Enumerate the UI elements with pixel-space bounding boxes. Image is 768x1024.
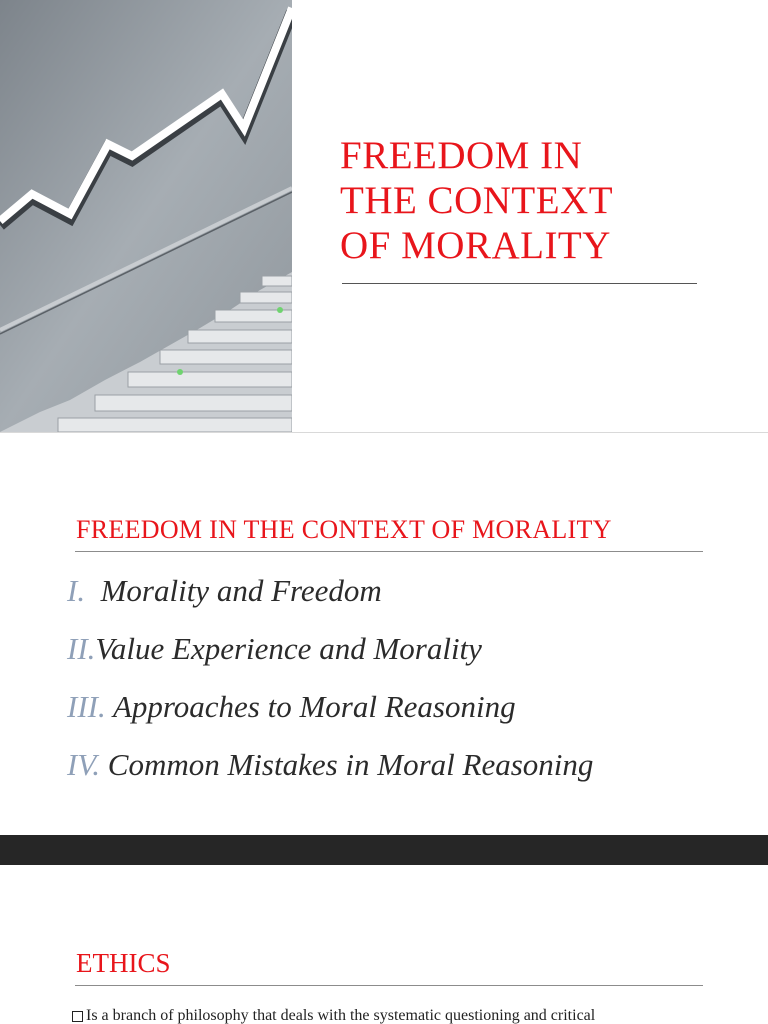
ethics-slide [0, 865, 768, 1024]
title-slide [0, 0, 768, 432]
outline-divider [75, 551, 703, 552]
outline-numeral: IV. [67, 747, 101, 782]
slide-separator-dark [0, 835, 768, 865]
outline-slide [0, 433, 768, 835]
outline-text: Common Mistakes in Moral Reasoning [107, 747, 594, 782]
outline-item [67, 689, 593, 747]
ethics-bullet [72, 1007, 595, 1024]
checkbox-bullet-icon [72, 1011, 83, 1022]
outline-item [67, 747, 593, 805]
ethics-heading: ETHICS [76, 948, 171, 978]
staircase-chart-photo [0, 0, 292, 432]
outline-item [67, 631, 593, 689]
title-line: THE CONTEXT [340, 179, 614, 222]
title-line: FREEDOM IN [340, 134, 583, 177]
title-line: OF MORALITY [340, 224, 611, 267]
ethics-bullet-text: Is a branch of philosophy that deals with the systematic questioning and critical [86, 1007, 596, 1024]
outline-heading: FREEDOM IN THE CONTEXT OF MORALITY [76, 515, 612, 544]
outline-text: Morality and Freedom [100, 573, 382, 608]
outline-numeral: I. [67, 573, 86, 608]
outline-text: Approaches to Moral Reasoning [112, 689, 516, 724]
outline-item [67, 573, 593, 631]
ethics-divider [75, 985, 703, 986]
outline-numeral: III. [67, 689, 106, 724]
outline-numeral: II. [67, 631, 96, 666]
outline-list [67, 573, 593, 805]
presentation-title [340, 133, 740, 268]
outline-text: Value Experience and Morality [95, 631, 482, 666]
title-divider [342, 283, 697, 284]
